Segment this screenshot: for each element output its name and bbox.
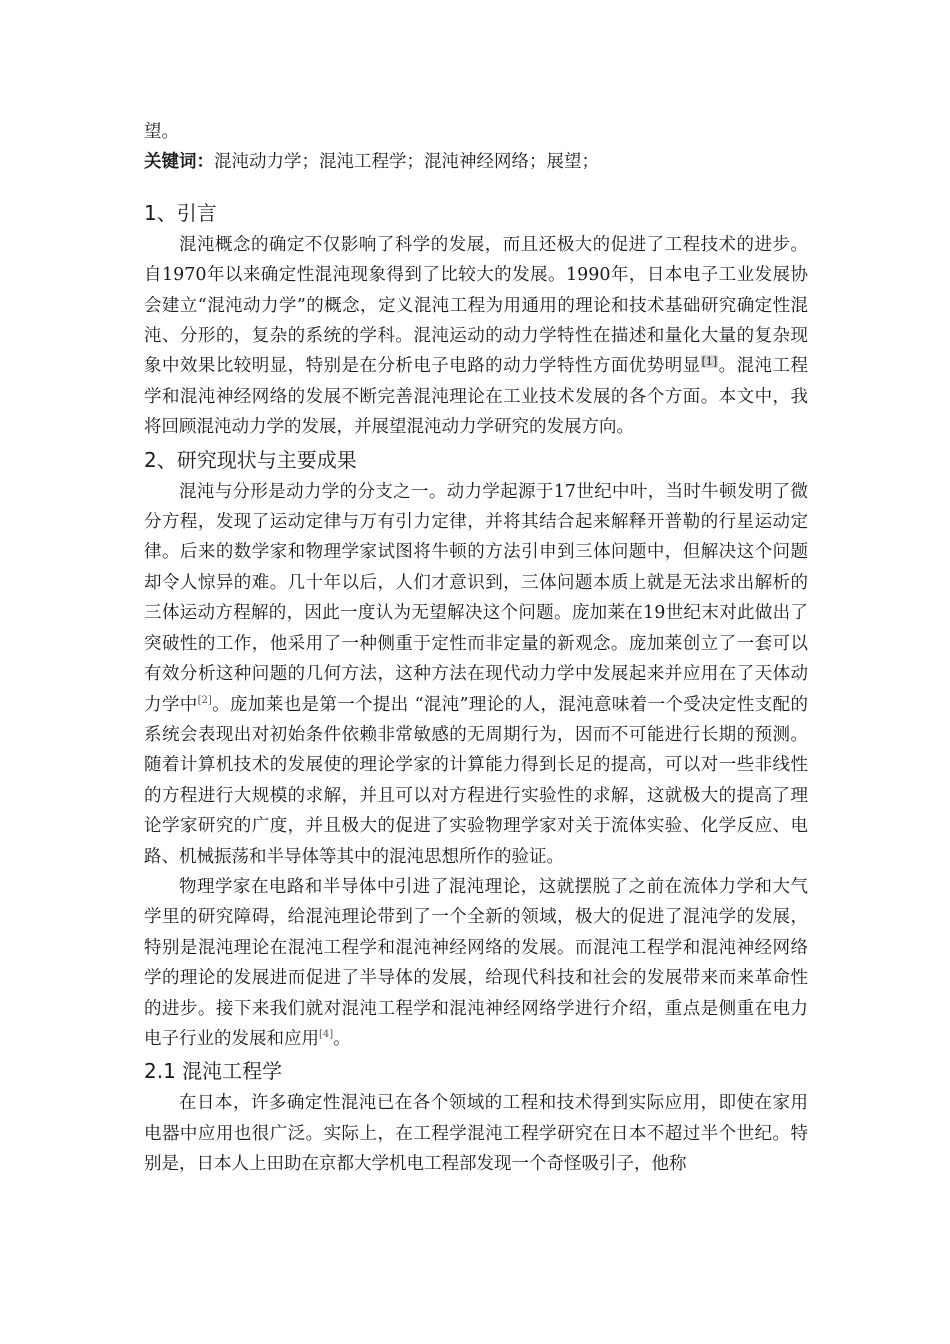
citation-1: [1] <box>701 354 718 368</box>
research-paragraph-1 <box>144 477 808 872</box>
research-p1-text-a: 混沌与分形是动力学的分支之一。动力学起源于17世纪中叶，当时牛顿发明了微分方程，发现了运动定律与万有引力定律，并将其结合起来解释开普勒的行星运动定律。后来的数学家和物理学家试图将牛顿的方法引申到三体问题中，但解决这个问题却令人惊异的难。几十年以后，人们才意识到，三体问题本质上就是无法求出解析的三体运动方程解的，因此一度认为无望解决这个问题。庞加莱在19世纪末对此做出了突破性的工作，他采用了一种侧重于定性而非定量的新观念。庞加莱创立了一套可以有效分析这种问题的几何方法，这种方法在现代动力学中发展起来并应用在了天体动力学中 <box>144 481 808 715</box>
research-p1-text-b: 。庞加莱也是第一个提出 “混沌”理论的人，混沌意味着一个受决定性支配的系统会表现出对初始条件依赖非常敏感的无周期行为，因而不可能进行长期的预测。随着计算机技术的发展使的理论学家的计算能力得到长足的提高，可以对一些非线性的方程进行大规模的求解，并且可以对方程进行实验性的求解，这就极大的提高了理论学家研究的广度，并且极大的促进了实验物理学家对关于流体实验、化学反应、电路、机械振荡和半导体等其中的混沌思想所作的验证。 <box>144 694 808 867</box>
citation-2: [2] <box>197 694 212 706</box>
citation-4: [4] <box>319 1029 334 1041</box>
keywords-text: 混沌动力学；混沌工程学；混沌神经网络；展望； <box>214 152 599 173</box>
section-heading-introduction: 1、引言 <box>144 200 217 225</box>
research-paragraph-2 <box>144 872 808 1054</box>
intro-paragraph <box>144 230 808 443</box>
document-body <box>144 117 808 1180</box>
keywords-line <box>144 147 808 177</box>
intro-text-a: 混沌概念的确定不仅影响了科学的发展，而且还极大的促进了工程技术的进步。自1970年以来确定性混沌现象得到了比较大的发展。1990年，日本电子工业发展协会建立“混沌动力学”的概念，定义混沌工程为用通用的理论和技术基础研究确定性混沌、分形的，复杂的系统的学科。混沌运动的动力学特性在描述和量化大量的复杂现象中效果比较明显，特别是在分析电子电路的动力学特性方面优势明显 <box>144 234 808 377</box>
research-p2-text-a: 物理学家在电路和半导体中引进了混沌理论，这就摆脱了之前在流体力学和大气学里的研究障碍，给混沌理论带到了一个全新的领域，极大的促进了混沌学的发展，特别是混沌理论在混沌工程学和混沌神经网络的发展。而混沌工程学和混沌神经网络学的理论的发展进而促进了半导体的发展，给现代科技和社会的发展带来而来革命性的进步。接下来我们就对混沌工程学和混沌神经网络学进行介绍，重点是侧重在电力电子行业的发展和应用 <box>144 876 808 1049</box>
intro-text-b: 。混沌工程学和混沌神经网络的发展不断完善混沌理论在工业技术发展的各个方面。本文中，我将回顾混沌动力学的发展，并展望混沌动力学研究的发展方向。 <box>144 356 808 438</box>
chaos-engineering-paragraph: 在日本，许多确定性混沌已在各个领域的工程和技术得到实际应用，即使在家用电器中应用也很广泛。实际上，在工程学混沌工程学研究在日本不超过半个世纪。特别是，日本人上田助在京都大学机电工程部发现一个奇怪吸引子，他称 <box>144 1093 808 1175</box>
research-p2-text-b: 。 <box>333 1028 351 1049</box>
section-heading-chaos-engineering: 2.1 混沌工程学 <box>144 1059 283 1084</box>
keywords-label: 关键词： <box>144 152 214 173</box>
section-heading-research-status: 2、研究现状与主要成果 <box>144 447 357 472</box>
abstract-tail: 望。 <box>144 122 179 142</box>
